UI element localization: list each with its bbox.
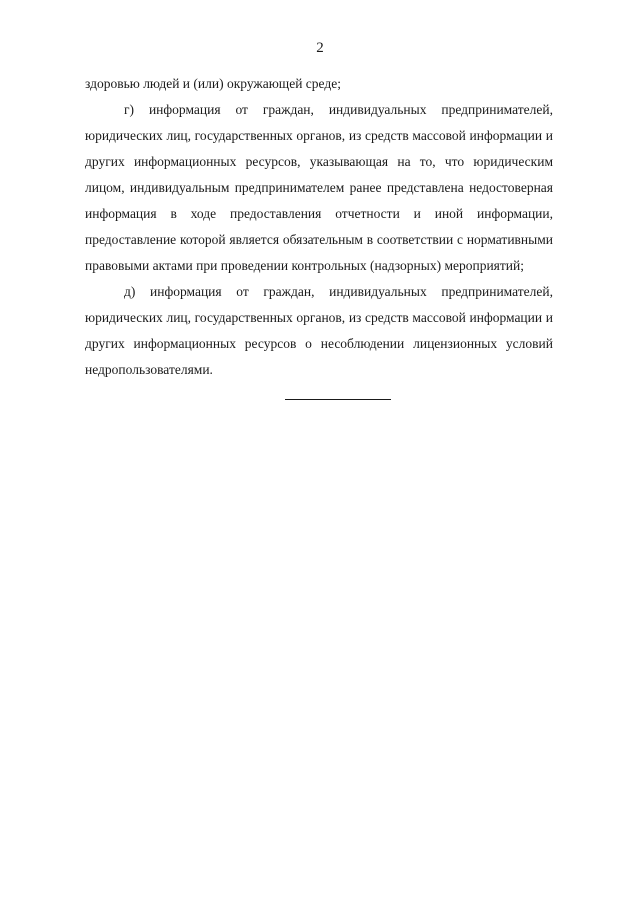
paragraph-continuation: здоровью людей и (или) окружающей среде;	[85, 76, 341, 91]
closing-divider	[285, 399, 391, 400]
paragraph-item-d: д) информация от граждан, индивидуальных предпринимателей, юридических лиц, государственных органов, из средств массовой информации и других информационных ресурсов о несоблюдении лицензионных условий недропользователями.	[85, 284, 553, 377]
page-number: 2	[316, 40, 324, 56]
paragraph-item-g: г) информация от граждан, индивидуальных предпринимателей, юридических лиц, государственных органов, из средств массовой информации и других информационных ресурсов, указывающая на то, что юридическим лицом, индивидуальным предпринимателем ранее представлена недостоверная информация в ходе предоставления отчетности и иной информации, предоставление которой является обязательным в соответствии с нормативными правовыми актами при проведении контрольных (надзорных) мероприятий;	[85, 102, 553, 273]
document-body	[85, 71, 553, 400]
